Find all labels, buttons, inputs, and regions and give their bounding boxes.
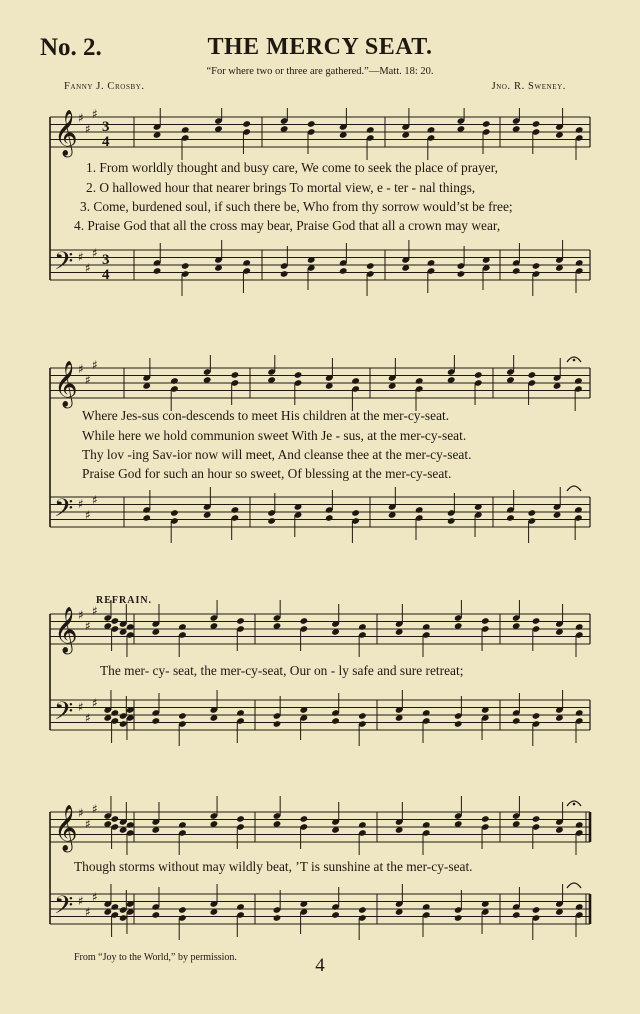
note-head — [178, 906, 187, 914]
note-head — [110, 815, 119, 823]
verse-4-line-1: 4. Praise God that all the cross may bear, Praise God that all a crown may wear, — [74, 218, 501, 233]
fermata-dot — [573, 359, 576, 362]
note-head — [532, 906, 541, 914]
time-signature-denominator: 4 — [102, 134, 110, 150]
note-head — [415, 506, 424, 514]
page-number: 4 — [315, 955, 325, 976]
note-head — [280, 270, 289, 278]
verse-3-line-1: 3. Come, burdened soul, if such there be, Who from thy sorrow would’st be free; — [80, 199, 513, 214]
note-head — [575, 709, 584, 717]
sharp-icon: ♯ — [92, 696, 98, 710]
verse-1-line-2: Where Jes-sus con-descends to meet His children at the mer-cy-seat. — [82, 408, 450, 423]
note-head — [181, 126, 190, 134]
note-head — [151, 717, 160, 725]
sharp-icon: ♯ — [92, 246, 98, 260]
bass-clef-icon: 𝄢 — [54, 494, 74, 529]
sharp-icon: ♯ — [85, 373, 91, 387]
note-head — [532, 262, 541, 270]
sharp-icon: ♯ — [92, 890, 98, 904]
note-head — [126, 821, 135, 829]
footer-credit: From “Joy to the World,” by permission. — [74, 952, 237, 963]
sharp-icon: ♯ — [78, 700, 84, 714]
note-head — [366, 126, 375, 134]
sharp-icon: ♯ — [78, 250, 84, 264]
sharp-icon: ♯ — [92, 802, 98, 816]
note-head — [170, 509, 179, 517]
note-head — [170, 377, 179, 385]
note-head — [422, 821, 431, 829]
note-head — [273, 720, 282, 728]
time-signature-numerator: 3 — [102, 119, 110, 135]
note-head — [447, 517, 456, 525]
composer-credit: Jno. R. Sweney. — [491, 81, 566, 92]
treble-clef-icon: 𝄞 — [54, 607, 78, 653]
verse-2-line-2: While here we hold communion sweet With Je - sus, at the mer-cy-seat. — [82, 428, 467, 443]
note-head — [331, 717, 340, 725]
note-head — [339, 267, 348, 275]
note-head — [358, 906, 367, 914]
time-signature-numerator: 3 — [102, 252, 110, 268]
note-head — [512, 267, 521, 275]
note-head — [575, 259, 584, 267]
fermata-icon — [567, 486, 581, 491]
hymn-number: No. 2. — [40, 34, 102, 61]
note-head — [512, 717, 521, 725]
note-head — [358, 623, 367, 631]
sharp-icon: ♯ — [92, 604, 98, 618]
note-head — [110, 617, 119, 625]
sharp-icon: ♯ — [85, 817, 91, 831]
note-head — [294, 371, 303, 379]
note-head — [242, 259, 251, 267]
note-head — [454, 914, 463, 922]
hymn-title: THE MERCY SEAT. — [207, 34, 433, 60]
note-head — [422, 623, 431, 631]
treble-clef-icon: 𝄞 — [54, 361, 78, 407]
note-head — [574, 506, 583, 514]
sharp-icon: ♯ — [85, 619, 91, 633]
sharp-icon: ♯ — [78, 497, 84, 511]
fermata-dot — [573, 803, 576, 806]
music-system-4 — [0, 795, 640, 952]
note-head — [575, 903, 584, 911]
sharp-icon: ♯ — [85, 711, 91, 725]
note-head — [119, 914, 128, 922]
note-head — [236, 815, 245, 823]
verse-4-line-2: Praise God for such an hour so sweet, Of blessing at the mer-cy-seat. — [82, 466, 452, 481]
sharp-icon: ♯ — [85, 261, 91, 275]
note-head — [110, 709, 119, 717]
verse-2-line-1: 2. O hallowed hour that nearer brings To mortal view, e - ter - nal things, — [86, 180, 476, 195]
note-head — [178, 821, 187, 829]
note-head — [299, 617, 308, 625]
note-head — [351, 509, 360, 517]
note-head — [481, 815, 490, 823]
note-head — [454, 720, 463, 728]
note-head — [574, 377, 583, 385]
note-head — [474, 371, 483, 379]
note-head — [331, 911, 340, 919]
note-head — [527, 509, 536, 517]
note-head — [527, 371, 536, 379]
note-head — [236, 709, 245, 717]
note-head — [267, 517, 276, 525]
note-head — [236, 903, 245, 911]
sharp-icon: ♯ — [85, 122, 91, 136]
author-credit: Fanny J. Crosby. — [64, 81, 145, 92]
note-head — [299, 815, 308, 823]
verse-3-line-2: Thy lov -ing Sav-ior now will meet, And cleanse thee at the mer-cy-seat. — [82, 447, 472, 462]
scripture-reference: “For where two or three are gathered.”—Matt. 18: 20. — [206, 66, 434, 77]
note-head — [532, 815, 541, 823]
sharp-icon: ♯ — [78, 608, 84, 622]
note-head — [110, 903, 119, 911]
music-system-3 — [0, 600, 640, 758]
note-head — [506, 514, 515, 522]
note-head — [532, 712, 541, 720]
note-head — [358, 712, 367, 720]
note-head — [427, 259, 436, 267]
note-head — [181, 262, 190, 270]
note-head — [242, 120, 251, 128]
note-head — [575, 821, 584, 829]
note-head — [532, 120, 541, 128]
note-head — [142, 514, 151, 522]
treble-clef-icon: 𝄞 — [54, 805, 78, 851]
note-head — [575, 623, 584, 631]
sharp-icon: ♯ — [78, 894, 84, 908]
note-head — [231, 506, 240, 514]
music-system-1 — [0, 108, 640, 308]
sharp-icon: ♯ — [85, 905, 91, 919]
bass-clef-icon: 𝄢 — [54, 247, 74, 282]
note-head — [236, 617, 245, 625]
fermata-icon — [567, 883, 581, 888]
sharp-icon: ♯ — [92, 493, 98, 507]
note-head — [153, 267, 162, 275]
sharp-icon: ♯ — [85, 508, 91, 522]
treble-clef-icon: 𝄞 — [54, 110, 78, 156]
note-head — [178, 623, 187, 631]
note-head — [482, 120, 491, 128]
note-head — [358, 821, 367, 829]
note-head — [273, 914, 282, 922]
note-head — [126, 623, 135, 631]
note-head — [231, 371, 240, 379]
time-signature-denominator: 4 — [102, 267, 110, 283]
bass-clef-icon: 𝄢 — [54, 697, 74, 732]
note-head — [178, 712, 187, 720]
note-head — [422, 903, 431, 911]
sharp-icon: ♯ — [92, 358, 98, 372]
note-head — [307, 120, 316, 128]
note-head — [415, 377, 424, 385]
sharp-icon: ♯ — [78, 111, 84, 125]
note-head — [119, 720, 128, 728]
note-head — [422, 709, 431, 717]
note-head — [351, 377, 360, 385]
note-head — [151, 911, 160, 919]
note-head — [457, 270, 466, 278]
sharp-icon: ♯ — [78, 362, 84, 376]
music-system-2 — [0, 355, 640, 555]
note-head — [325, 514, 334, 522]
note-head — [532, 617, 541, 625]
refrain-label: REFRAIN. — [96, 595, 153, 606]
refrain-line-2: Though storms without may wildly beat, ’T is sunshine at the mer-cy-seat. — [74, 859, 473, 874]
note-head — [366, 262, 375, 270]
refrain-line-1: The mer- cy- seat, the mer-cy-seat, Our on - ly safe and sure retreat; — [100, 663, 464, 678]
bass-clef-icon: 𝄢 — [54, 891, 74, 926]
sharp-icon: ♯ — [92, 108, 98, 121]
verse-1-line-1: 1. From worldly thought and busy care, We come to seek the place of prayer, — [86, 160, 499, 175]
note-head — [427, 126, 436, 134]
sharp-icon: ♯ — [78, 806, 84, 820]
note-head — [481, 617, 490, 625]
note-head — [512, 911, 521, 919]
note-head — [575, 126, 584, 134]
